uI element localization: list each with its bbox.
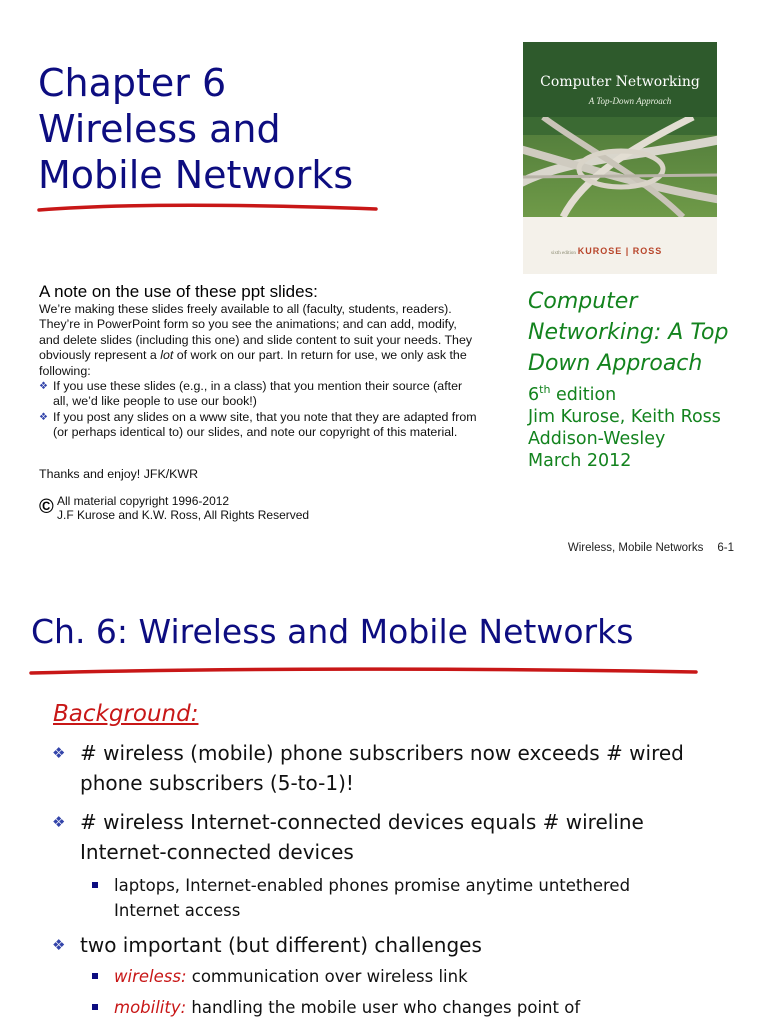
copyright-icon: © [39,496,54,518]
footer-label: Wireless, Mobile Networks [567,542,704,554]
sub-bullet-term: mobility: [114,998,187,1017]
sub-bullet-text: laptops, Internet-enabled phones promise anytime untethered Internet access [114,876,631,920]
sub-bullet-text [114,964,692,989]
sub-bullet-term: wireless: [114,967,187,986]
slide-2 [0,584,768,1024]
footer-page-number: 6-1 [717,542,734,554]
highway-interchange-photo [523,117,717,217]
note-bullet [39,410,479,441]
copyright-line2: J.F Kurose and K.W. Ross, All Rights Reserved [57,508,310,522]
diamond-bullet-icon: ❖ [39,381,48,393]
book-info-date: March 2012 [528,450,632,471]
slide-separator [0,576,768,584]
book-info-authors: Jim Kurose, Keith Ross [528,406,721,427]
sub-bullet-item [92,995,692,1020]
note-lot-emphasis: lot [160,348,174,363]
title-underline [36,200,381,216]
bullet-item [52,807,712,867]
edition-word: edition [550,384,617,405]
edition-number: 6 [528,384,540,405]
slide-2-title: Ch. 6: Wireless and Mobile Networks [31,612,634,651]
sub-bullet-text [114,995,692,1020]
bullet-text: two important (but different) challenges [80,933,482,957]
note-bullet [39,379,479,410]
chapter-title-line2: Wireless and [38,107,281,151]
copyright-line1: All material copyright 1996-2012 [57,494,230,508]
note-paragraph-text: We’re making these slides freely available to all (faculty, students, readers). They’re in PowerPoint form so you see the animations; and can add, modify, and delete slides (including this one) and slide content to suit your needs. They obviously represent a [39,302,473,363]
note-paragraph [39,302,479,379]
square-bullet-icon [92,1004,98,1010]
note-bullet-text: If you post any slides on a www site, that you note that they are adapted from (or perhaps identical to) our slides, and note our copyright of this material. [53,409,477,440]
bullet-item [52,930,712,960]
diamond-bullet-icon: ❖ [39,411,48,423]
book-cover-authors: KUROSE | ROSS [577,246,663,256]
book-cover-image [523,42,717,274]
sub-bullet-item [92,873,692,923]
note-heading: A note on the use of these ppt slides: [39,282,318,301]
copyright-notice [57,494,309,522]
bullet-item [52,738,712,798]
note-paragraph-end: of work on our part. In return for use, we only ask the following: [39,348,467,378]
chapter-title-line3: Mobile Networks [38,153,354,197]
sub-bullet-desc: handling the mobile user who changes point of [186,998,581,1017]
book-info-title-line3: Down Approach [528,351,703,376]
book-info-title-line2: Networking: A Top [528,320,729,345]
note-bullet-text: If you use these slides (e.g., in a class) that you mention their source (after all, we’d like people to use our book!) [53,379,463,409]
edition-suffix: th [539,383,551,396]
square-bullet-icon [92,973,98,979]
bullet-text: # wireless (mobile) phone subscribers now exceeds # wired phone subscribers (5-to-1)! [80,741,684,795]
thanks-line: Thanks and enjoy! JFK/KWR [39,467,199,481]
chapter-title-line1: Chapter 6 [38,61,227,105]
book-info-edition [528,379,728,406]
note-body [39,302,479,441]
book-cover-edition: sixth edition [551,251,576,256]
diamond-bullet-icon: ❖ [52,744,66,762]
book-cover-subtitle: A Top-Down Approach [588,96,672,106]
book-cover-title: Computer Networking [540,74,700,90]
bullet-text: # wireless Internet-connected devices equals # wireline Internet-connected devices [80,810,644,864]
square-bullet-icon [92,882,98,888]
book-info-publisher: Addison-Wesley [528,428,666,449]
background-heading: Background: [53,701,199,727]
sub-bullet-item [92,964,692,989]
diamond-bullet-icon: ❖ [52,813,66,831]
slide-2-title-underline [28,664,700,680]
sub-bullet-desc: communication over wireless link [186,967,468,986]
slide-footer [568,542,734,554]
diamond-bullet-icon: ❖ [52,936,66,954]
book-info-title-line1: Computer [528,289,638,314]
note-bullet-list [39,379,479,441]
book-info [528,286,728,472]
chapter-title [38,60,353,198]
